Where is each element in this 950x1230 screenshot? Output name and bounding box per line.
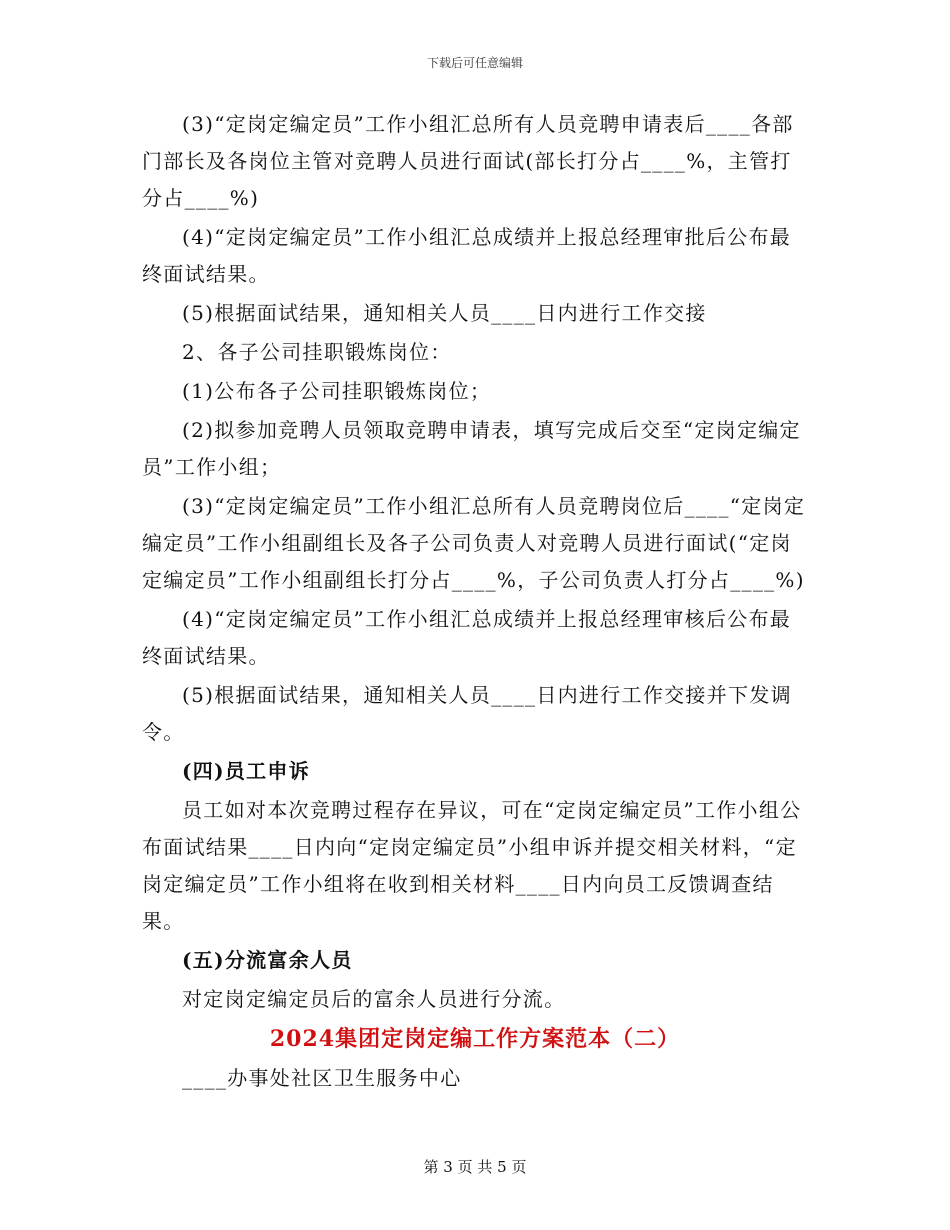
page-footer: 第 3 页 共 5 页 xyxy=(423,1158,527,1176)
section-heading: (五)分流富余人员 xyxy=(182,948,353,972)
paragraph: (3)“定岗定编定员”工作小组汇总所有人员竞聘岗位后____“定岗定编定员”工作小组副组长及各子公司负责人对竞聘人员进行面试(“定岗定编定员”工作小组副组长打分占____%，子公司负责人打分占____%) xyxy=(142,494,806,592)
paragraph: (3)“定岗定编定员”工作小组汇总所有人员竞聘申请表后____各部门部长及各岗位主管对竞聘人员进行面试(部长打分占____%，主管打分占____%) xyxy=(142,112,794,210)
section-heading: (四)员工申诉 xyxy=(182,759,311,783)
paragraph: (5)根据面试结果，通知相关人员____日内进行工作交接 xyxy=(182,301,707,325)
page-header: 下载后可任意编辑 xyxy=(426,56,523,70)
paragraph: 对定岗定编定员后的富余人员进行分流。 xyxy=(182,987,566,1011)
paragraph: (1)公布各子公司挂职锻炼岗位； xyxy=(182,379,492,403)
paragraph: (4)“定岗定编定员”工作小组汇总成绩并上报总经理审批后公布最终面试结果。 xyxy=(142,225,792,286)
document-title: 2024集团定岗定编工作方案范本（二） xyxy=(269,1026,681,1052)
paragraph: (2)拟参加竞聘人员领取竞聘申请表，填写完成后交至“定岗定编定员”工作小组； xyxy=(142,418,801,479)
paragraph: (4)“定岗定编定员”工作小组汇总成绩并上报总经理审核后公布最终面试结果。 xyxy=(142,607,792,668)
document-body xyxy=(142,106,808,1097)
paragraph: 员工如对本次竞聘过程存在异议，可在“定岗定编定员”工作小组公布面试结果____日内向“定岗定编定员”小组申诉并提交相关材料，“定岗定编定员”工作小组将在收到相关材料____日内向员工反馈调查结果。 xyxy=(142,798,802,933)
paragraph: ____办事处社区卫生服务中心 xyxy=(182,1066,462,1090)
paragraph: (5)根据面试结果，通知相关人员____日内进行工作交接并下发调令。 xyxy=(142,683,792,744)
paragraph: 2、各子公司挂职锻炼岗位： xyxy=(182,340,452,364)
